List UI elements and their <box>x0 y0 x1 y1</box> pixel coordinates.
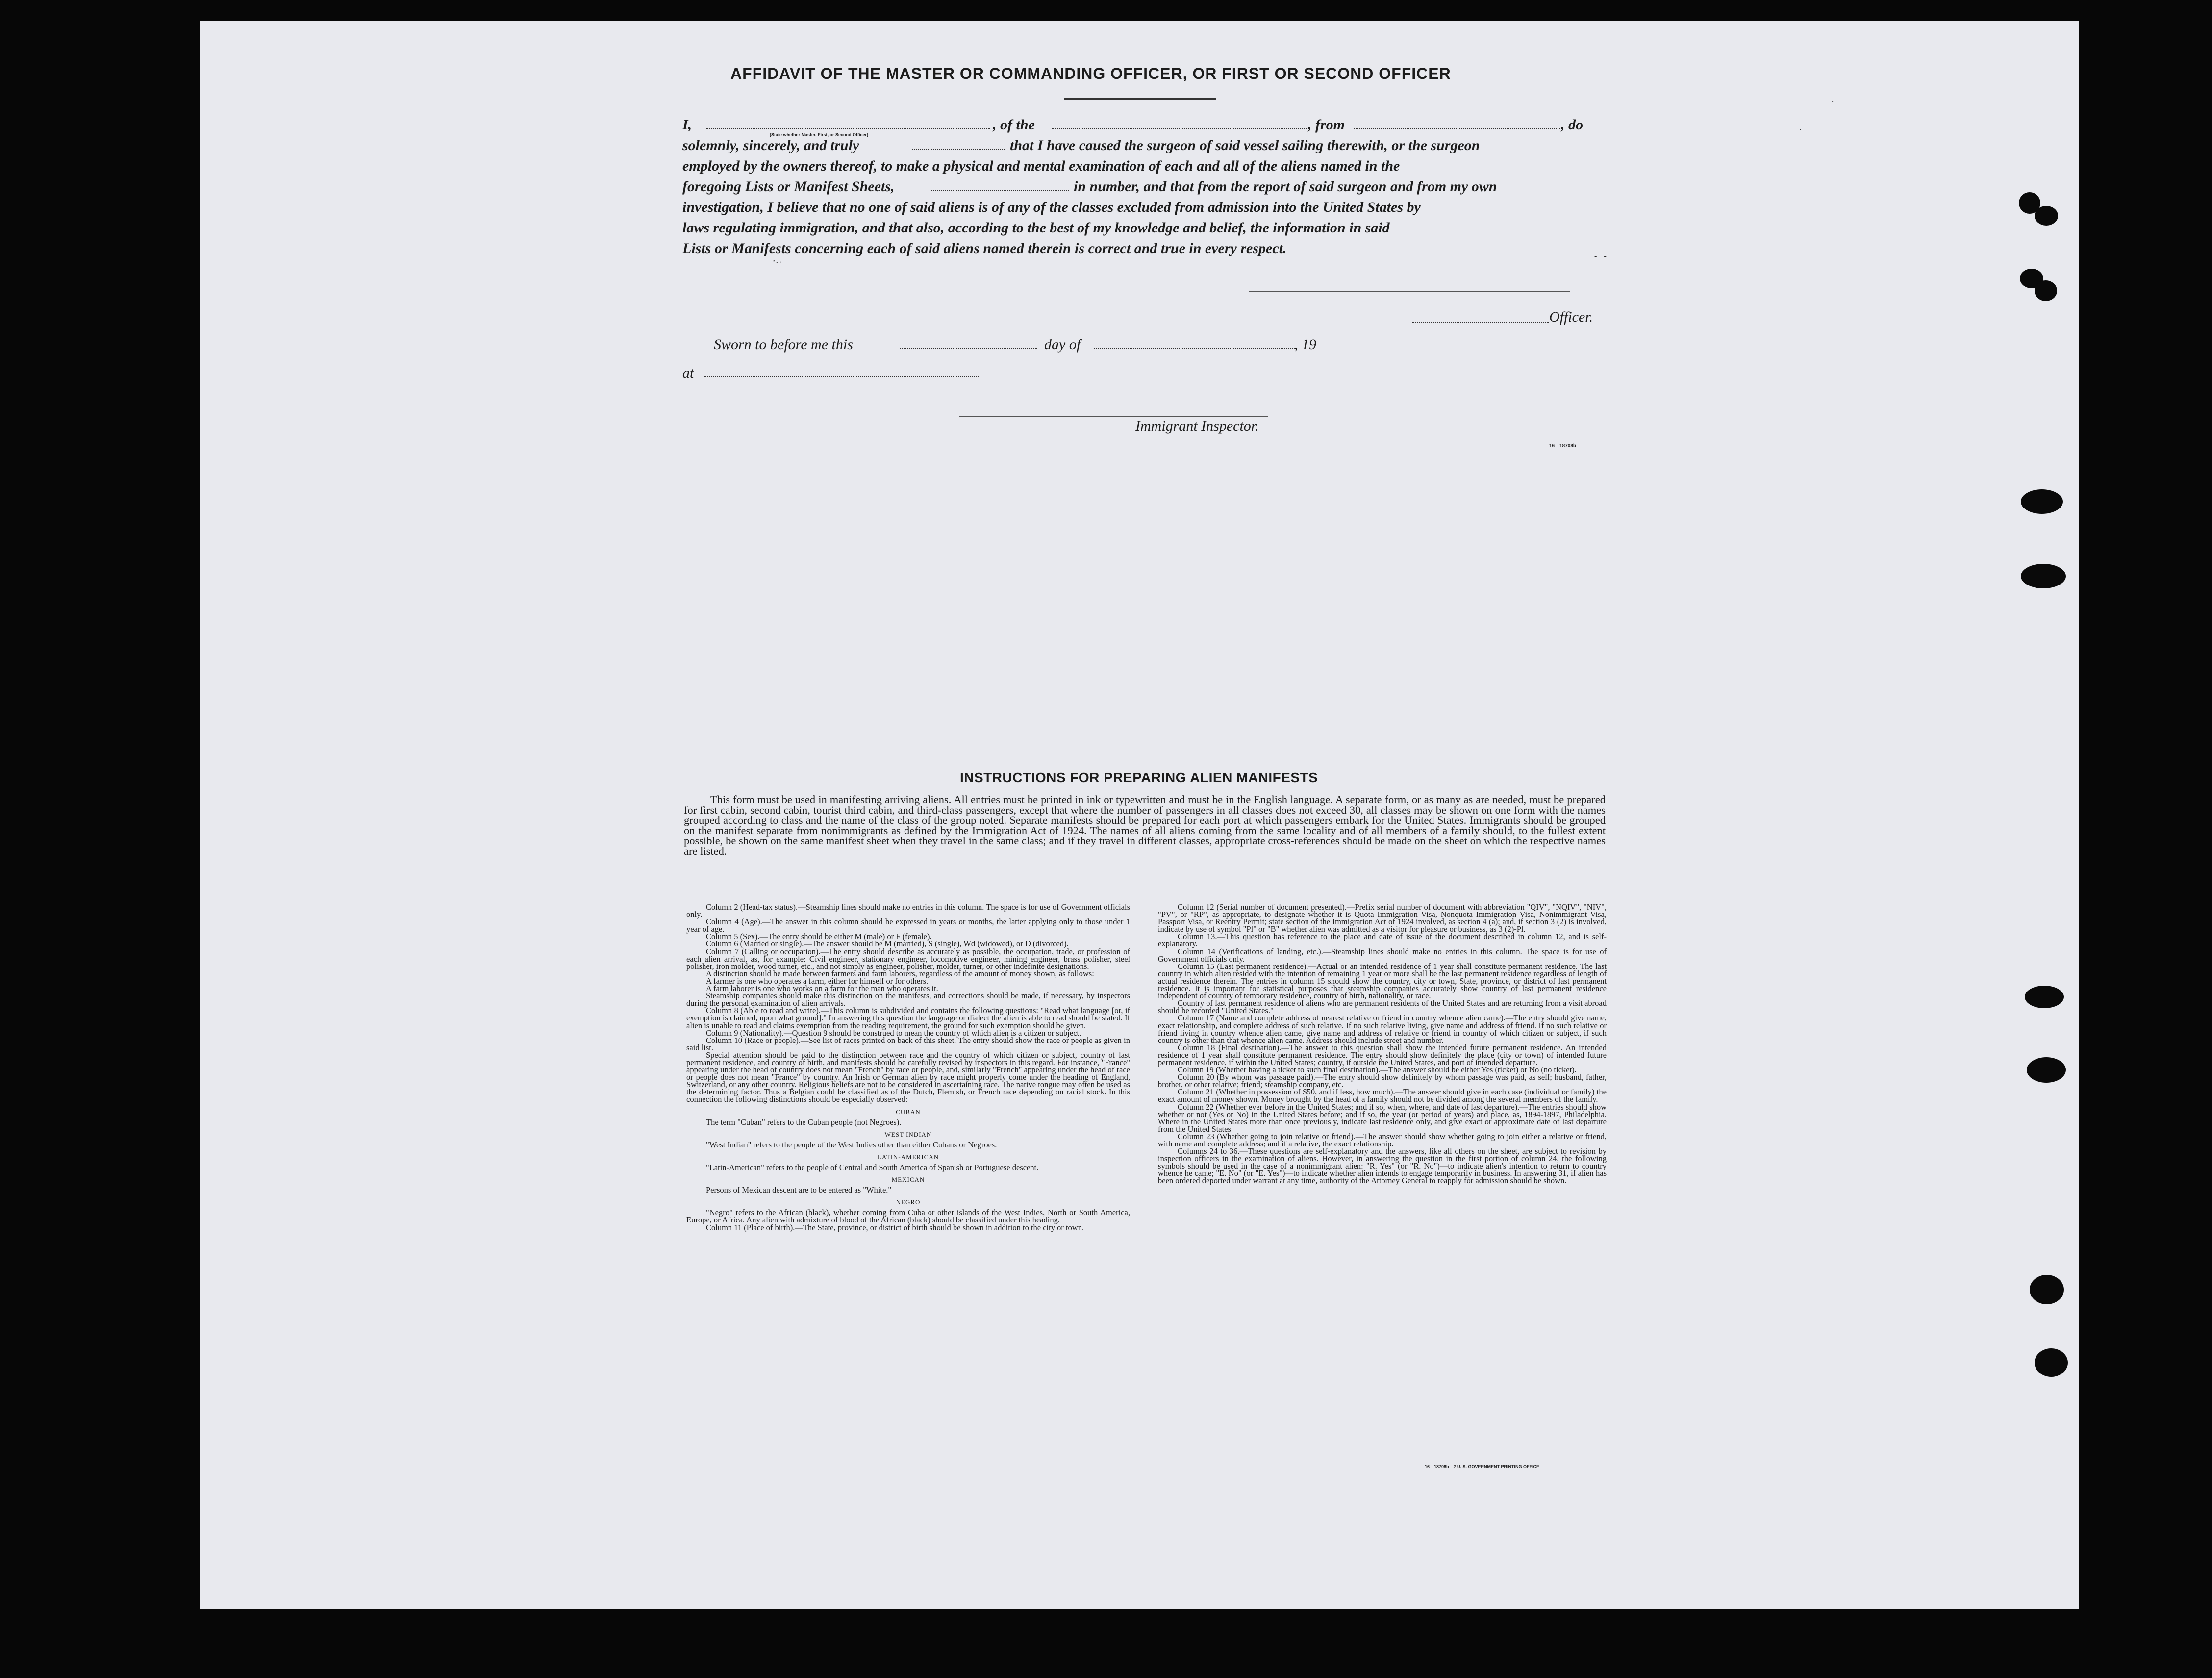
officer-label: Officer. <box>1549 309 1593 325</box>
title-rule <box>1064 98 1216 100</box>
instruction-paragraph: Column 5 (Sex).—The entry should be either M (male) or F (female). <box>706 932 932 941</box>
instruction-paragraph: Steamship companies should make this distinction on the manifests, and corrections should be made, if necessary, by inspectors during the personal examination of alien arrivals. <box>686 991 1130 1008</box>
race-definition: "Latin-American" refers to the people of Central and South America of Spanish or Portuguese descent. <box>706 1163 1039 1172</box>
instruction-paragraph: Column 15 (Last permanent residence).—Actual or an intended residence of 1 year shall constitute permanent residence. The last country in which alien resided with the intention of remaining 1 year or more shall be the last permanent residence regardless of length of actual residence therein. The entries in column 15 should show the country, city or town, State, province, or district of last permanent residence. It is important for statistical purposes that steamship companies accurately show country of last permanent residence independent of country of temporary residence, country of birth, nationality, or race. <box>1158 961 1607 1001</box>
affidavit-line-2a: solemnly, sincerely, and truly <box>682 137 859 153</box>
state-note: (State whether Master, First, or Second Officer) <box>770 132 869 137</box>
sworn-text: Sworn to before me this <box>714 336 853 353</box>
instruction-paragraph: Column 18 (Final destination).—The answer to this question shall show the intended future permanent residence. An intended residence of 1 year shall constitute permanent residence. The entry should show definitely the place (city or town) of intended future permanent residence, if within the United States; country, if outside the United States, and port of intended departure. <box>1158 1042 1607 1067</box>
instruction-paragraph: Column 21 (Whether in possession of $50, and if less, how much).—The answer should give in each case (individual or family) the exact amount of money shown. Money brought by the head of a family should not be divided among the several members of the family. <box>1158 1087 1607 1104</box>
instruction-paragraph: Column 23 (Whether going to join relative or friend).—The answer should show whether going to join either a relative or friend, with name and complete address; and if a relative, the exact relationship. <box>1158 1131 1607 1148</box>
punch-hole <box>2030 1275 2064 1304</box>
punch-hole <box>2035 280 2057 301</box>
affidavit-line-4a: foregoing Lists or Manifest Sheets, <box>682 178 895 195</box>
instruction-paragraph: Column 19 (Whether having a ticket to such final destination).—The answer should be either Yes (ticket) or No (no ticket). <box>1178 1065 1577 1075</box>
race-definition: Persons of Mexican descent are to be entered as "White." <box>706 1185 892 1195</box>
punch-hole <box>2035 1348 2068 1377</box>
ink-speck: ˋ <box>1832 100 1835 108</box>
sworn-day-blank[interactable] <box>900 348 1037 349</box>
do-text: , do <box>1561 117 1583 133</box>
instruction-paragraph: Column 6 (Married or single).—The answer should be M (married), S (single), Wd (widowed), or D (divorced). <box>706 939 1069 949</box>
instruction-paragraph: Column 20 (By whom was passage paid).—The entry should show definitely by whom passage was paid, as self; husband, father, brother, or other relative; friend; steamship company, etc. <box>1158 1072 1607 1090</box>
ink-speck: ˑ <box>1799 127 1802 135</box>
instruction-paragraph: A farm laborer is one who works on a farm for the man who operates it. <box>706 984 938 993</box>
name-blank[interactable] <box>706 128 990 129</box>
year-text: , 19 <box>1294 336 1316 353</box>
signature-line[interactable] <box>1249 291 1570 292</box>
affidavit-title: AFFIDAVIT OF THE MASTER OR COMMANDING OFFICER, OR FIRST OR SECOND OFFICER <box>730 65 1451 82</box>
affidavit-line-2b: that I have caused the surgeon of said vessel sailing therewith, or the surgeon <box>1010 137 1480 153</box>
affidavit-line-4b: in number, and that from the report of said surgeon and from my own <box>1074 178 1497 195</box>
instruction-paragraph: A distinction should be made between farmers and farm laborers, regardless of the amount of money shown, as follows: <box>706 968 1094 978</box>
race-definition: The term "Cuban" refers to the Cuban people (not Negroes). <box>706 1117 902 1127</box>
intro-paragraph: This form must be used in manifesting arriving aliens. All entries must be printed in ink or typewritten and must be in the English language. A separate form, or as many as are needed, must be prepared for first cabin, second cabin, tourist third cabin, and third-class passengers, except that where the number of passengers in all classes does not exceed 30, all classes may be shown on one form with the names grouped according to class and the name of the class of the group noted. Separate manifests should be prepared for each port at which passengers embark for the United States. Immigrants should be grouped on the manifest separate from nonimmigrants as defined by the Immigration Act of 1924. The names of all aliens coming from the same locality and of all members of a family should, to the fullest extent possible, be shown on the same manifest sheet when they travel in the same class; and if they travel in different classes, appropriate cross-references should be made on the sheet on which the respective names are listed. <box>684 793 1606 857</box>
race-definition: "West Indian" refers to the people of the West Indies other than either Cubans or Negroes. <box>706 1140 997 1149</box>
at-place-blank[interactable] <box>704 376 979 377</box>
inspector-signature-line[interactable] <box>959 416 1268 417</box>
sworn-month-blank[interactable] <box>1094 348 1295 349</box>
race-heading-cuban: CUBAN <box>896 1108 921 1116</box>
race-heading-negro: NEGRO <box>896 1198 921 1206</box>
instruction-paragraph: Column 14 (Verifications of landing, etc.).—Steamship lines should make no entries in this column. The space is for use of Government officials only. <box>1158 946 1607 964</box>
instructions-right-column <box>1158 903 1607 1185</box>
punch-hole <box>2021 564 2066 588</box>
instructions-title: INSTRUCTIONS FOR PREPARING ALIEN MANIFESTS <box>960 770 1318 785</box>
race-heading-latin-american: LATIN-AMERICAN <box>877 1153 939 1161</box>
instruction-paragraph: Column 12 (Serial number of document presented).—Prefix serial number of document with abbreviation "QIV", "NQIV", "NIV", "PV", or "RP", as appropriate, to designate whether it is Quota Immigration Visa, Nonquota Immigration Visa, Nonimmigrant Visa, Passport Visa, or Reentry Permit; state section of the Immigration Act of 1924 involved, as section 4 (a); and, if section 3 (2) is involved, indicate by use of symbol "Pl" or "B" whether alien was admitted as a visitor for pleasure or business, as 3 (2)-Pl. <box>1158 902 1607 934</box>
day-of-text: day of <box>1044 336 1081 353</box>
punch-hole <box>2035 206 2058 226</box>
affidavit-line-7: Lists or Manifests concerning each of said aliens named therein is correct and true in every respect. <box>682 240 1287 256</box>
punch-hole <box>2025 986 2064 1008</box>
instruction-paragraph: Column 22 (Whether ever before in the United States; and if so, when, where, and date of last departure).—The entries should show whether or not (Yes or No) in the United States before; and if so, the year (or period of years) and place, as, 1894-1897, Philadelphia. Where in the United States more than once previously, indicate last residence only, and give exact or approximate date of last departure from the United States. <box>1158 1102 1607 1134</box>
race-definition: "Negro" refers to the African (black), whether coming from Cuba or other islands of the West Indies, North or South America, Europe, or Africa. Any alien with admixture of blood of the African (black) should be classified under this heading. <box>686 1208 1130 1225</box>
affidavit-line-6: laws regulating immigration, and that also, according to the best of my knowledge and belief, the information in said <box>682 220 1390 236</box>
instruction-paragraph: Column 13.—This question has reference to the place and date of issue of the document described in column 12, and is self-explanatory. <box>1158 932 1607 949</box>
instruction-paragraph: Special attention should be paid to the distinction between race and the country of which citizen or subject, country of last permanent residence, and country of birth, and manifests should be carefully revised by inspectors in this regard. For instance, "France" appearing under the head of country does not mean "French" by race or people, and, similarly "French" appearing under the head of race or people does not mean "France" by country. An Irish or German alien by race might properly come under the heading of England, Switzerland, or any other country. Religious beliefs are not to be considered in ascertaining race. The native tongue may often be used as the determining factor. Thus a Belgian could be classified as of the Dutch, Flemish, or French race depending on racial stock. In this connection the following distinctions should be especially observed: <box>686 1050 1130 1104</box>
at-text: at <box>682 365 694 381</box>
instruction-paragraph: A farmer is one who operates a farm, either for himself or for others. <box>706 976 929 986</box>
punch-hole <box>2027 1057 2066 1083</box>
ink-speck: ʼ~ˑ <box>773 259 782 267</box>
vessel-blank[interactable] <box>1052 128 1307 129</box>
from-text: , from <box>1308 117 1345 133</box>
instruction-paragraph: Country of last permanent residence of aliens who are permanent residents of the United States and are returning from a visit abroad should be recorded "United States." <box>1158 998 1607 1016</box>
affidavit-i: I, <box>682 117 692 133</box>
port-blank[interactable] <box>1354 128 1560 129</box>
instruction-paragraph: Column 4 (Age).—The answer in this column should be expressed in years or months, the latter applying only to those under 1 year of age. <box>686 917 1130 934</box>
sheets-blank[interactable] <box>931 190 1069 191</box>
race-heading-mexican: MEXICAN <box>891 1176 925 1184</box>
instruction-paragraph: Column 7 (Calling or occupation).—The entry should describe as accurately as possible, the occupation, trade, or profession of each alien arrival, as, for example: Civil engineer, stationary engineer, locomotive engineer, mining engineer, brass polisher, steel polisher, iron molder, wood turner, etc., and not simply as engineer, polisher, molder, turner, or other indefinite designations. <box>686 946 1130 971</box>
instruction-paragraph: Columns 24 to 36.—These questions are self-explanatory and the answers, like all others on the sheet, are subject to revision by inspection officers in the examination of aliens. However, in answering the question in the first portion of column 24, the following symbols should be used in the case of a nonimmigrant alien: "R. Yes" (or "R. No")—to indicate alien's intention to return to country whence he came; "E. No" (or "E. Yes")—to indicate whether alien intends to engage temporarily in business. In answering 31, if alien has been ordered deported under warrant at any time, authority of the Attorney General to reapply for admission should be shown. <box>1158 1146 1607 1186</box>
race-heading-west-indian: WEST INDIAN <box>884 1130 932 1138</box>
instruction-paragraph: Column 9 (Nationality).—Question 9 should be construed to mean the country of which alien is a citizen or subject. <box>706 1028 1081 1038</box>
instruction-paragraph: Column 17 (Name and complete address of nearest relative or friend in country whence alien came).—The entry should give name, exact relationship, and complete address of such relative. If no such relative living, give name and address of friend. If no such relative or friend living in country whence alien came, give name and address of relative or friend in country of which citizen or subject, if such country is other than that whence alien came. Address should include street and number. <box>1158 1013 1607 1045</box>
instructions-intro <box>684 794 1606 856</box>
punch-hole <box>2021 489 2063 514</box>
instruction-paragraph: Column 8 (Able to read and write).—This column is subdivided and contains the following questions: "Read what language [or, if exemption is claimed, upon what ground]." In answering this question the language or dialect the alien is able to read should be stated. If alien is unable to read and claims exemption from the reading requirement, the ground for such exemption should be given. <box>686 1006 1130 1030</box>
affidavit-line-3: employed by the owners thereof, to make a physical and mental examination of each and all of the aliens named in the <box>682 158 1400 174</box>
instruction-paragraph: Column 2 (Head-tax status).—Steamship lines should make no entries in this column. The space is for use of Government officials only. <box>686 902 1130 919</box>
instruction-paragraph: Column 11 (Place of birth).—The State, province, or district of birth should be shown in addition to the city or town. <box>706 1222 1084 1232</box>
oath-blank[interactable] <box>912 149 1005 150</box>
inspector-label: Immigrant Inspector. <box>1135 418 1259 434</box>
affidavit-line-5: investigation, I believe that no one of said aliens is of any of the classes excluded from admission into the United States by <box>682 199 1421 215</box>
form-number: 16—18708b <box>1549 443 1577 449</box>
officer-blank[interactable] <box>1412 322 1549 323</box>
ink-speck: - ᐨ - <box>1594 252 1607 260</box>
instructions-left-column <box>686 903 1130 1231</box>
instruction-paragraph: Column 10 (Race or people).—See list of races printed on back of this sheet. The entry should show the race or people as given in said list. <box>686 1035 1130 1052</box>
printing-office-footer: 16—18708b—2 U. S. GOVERNMENT PRINTING OFFICE <box>1425 1464 1540 1469</box>
of-the-text: , of the <box>993 117 1035 133</box>
